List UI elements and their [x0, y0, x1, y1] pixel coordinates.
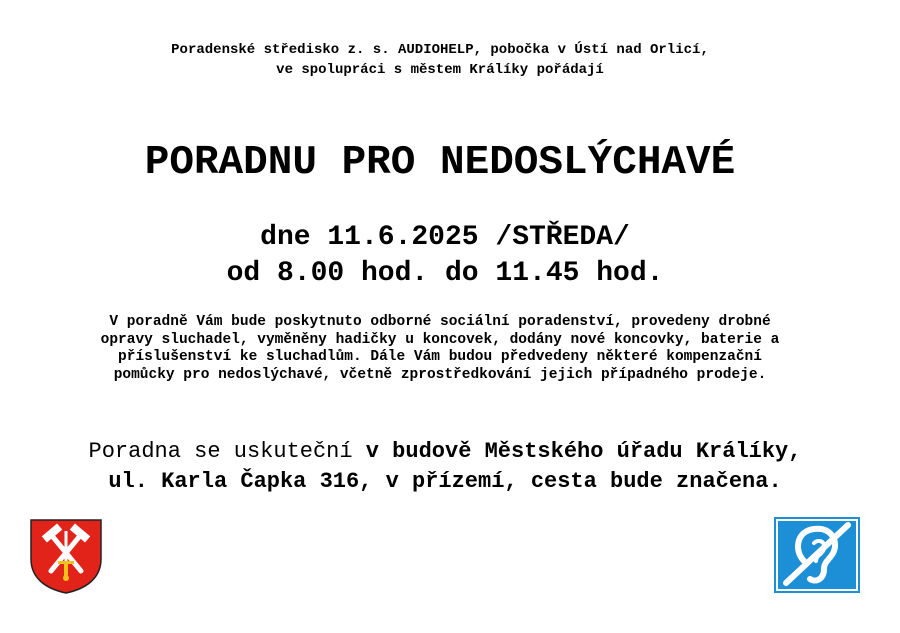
description-line: opravy sluchadel, vyměněny hadičky u koncovek, dodány nové koncovky, baterie a [100, 331, 780, 348]
date-line: dne 11.6.2025 /STŘEDA/ [260, 222, 630, 253]
hearing-loss-ear-icon [774, 517, 860, 593]
location-line-1 [0, 437, 890, 467]
intro-line-1: Poradenské středisko z. s. AUDIOHELP, pobočka v Ústí nad Orlicí, [171, 42, 709, 58]
page-title: PORADNU PRO NEDOSLÝCHAVÉ [144, 140, 736, 186]
location-address: ul. Karla Čapka 316, v přízemí, cesta bude značena. [108, 469, 782, 494]
location [0, 437, 890, 497]
description-line: V poradně Vám bude poskytnuto odborné sociální poradenství, provedeny drobné [109, 314, 771, 330]
description-line: pomůcky pro nedoslýchavé, včetně zprostředkování jejich případného prodeje. [113, 366, 767, 383]
location-prefix: Poradna se uskuteční [88, 439, 366, 464]
kraliky-coat-of-arms-icon [27, 517, 105, 595]
schedule [0, 220, 890, 292]
location-building: v budově Městského úřadu Králíky, [365, 439, 802, 464]
description-line: příslušenství ke sluchadlům. Dále Vám budou předvedeny některé kompenzační [118, 349, 762, 365]
intro-line-2: ve spolupráci s městem Králíky pořádají [276, 62, 604, 78]
description [0, 314, 880, 384]
time-line: od 8.00 hod. do 11.45 hod. [226, 258, 664, 289]
intro-text [0, 40, 880, 80]
